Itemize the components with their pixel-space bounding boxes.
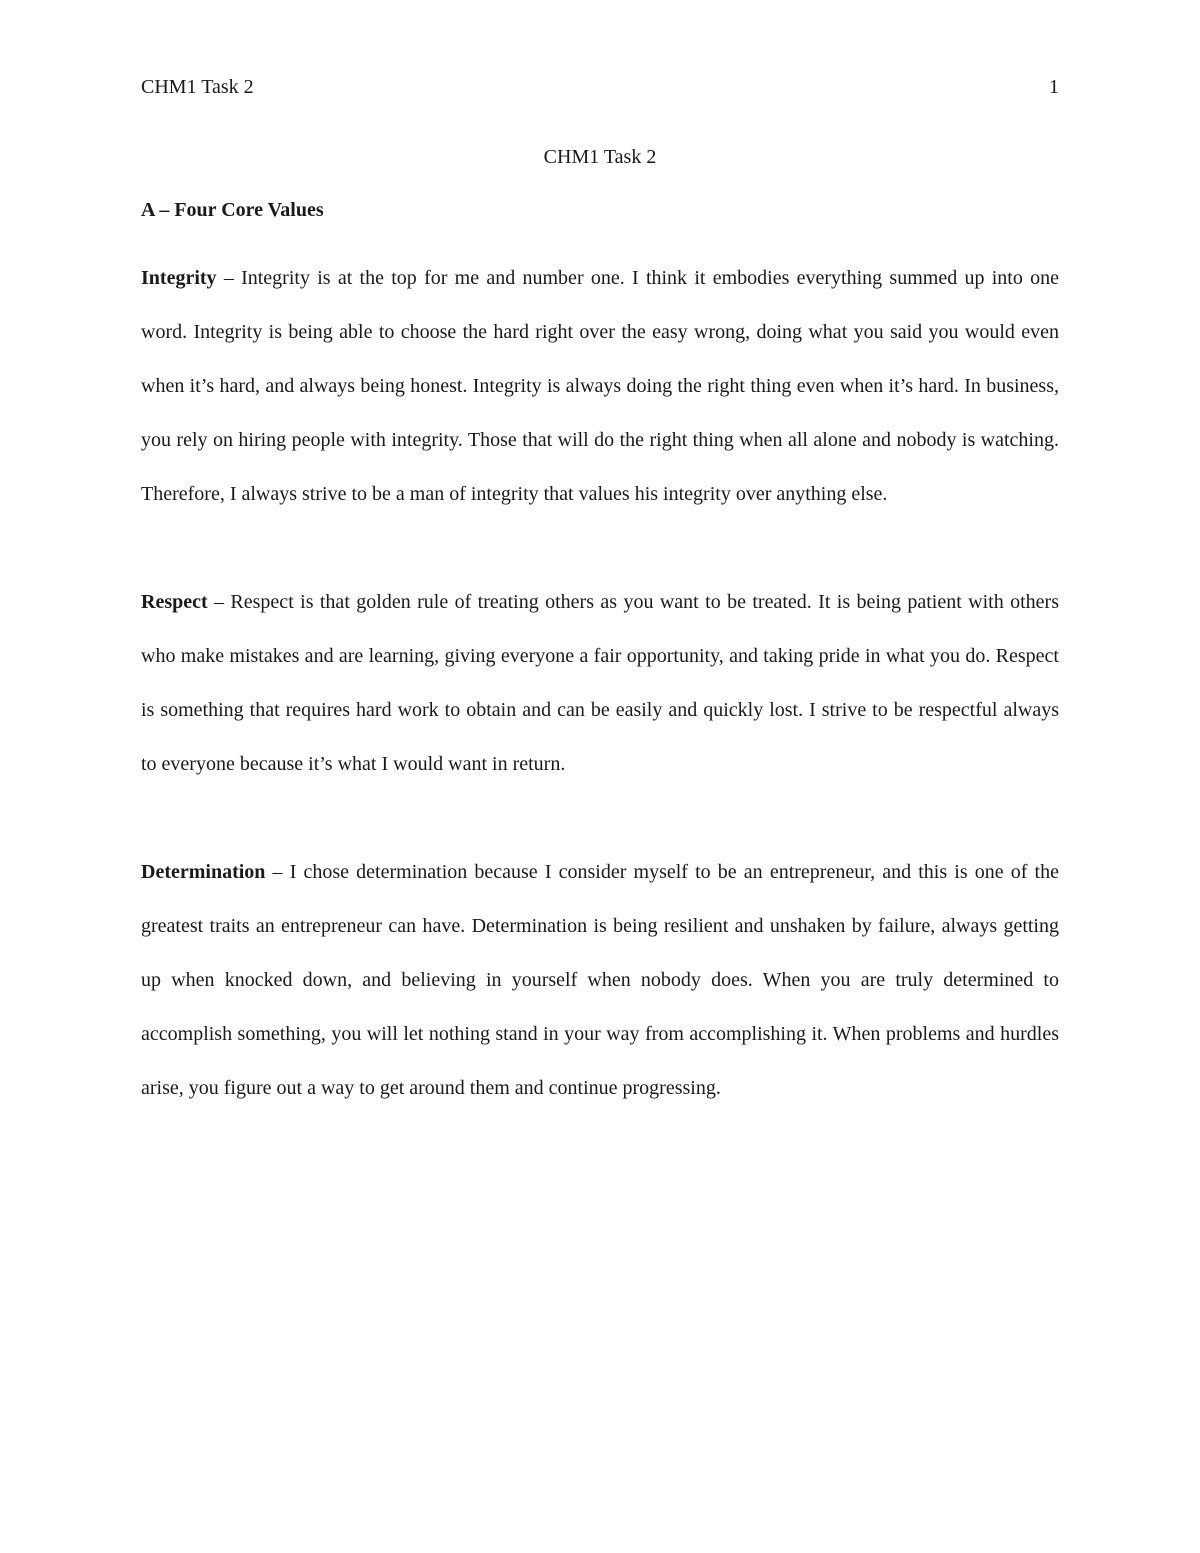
paragraph-integrity [141, 251, 1059, 521]
page-number: 1 [1049, 76, 1059, 98]
paragraph-text: – I chose determination because I consider myself to be an entrepreneur, and this is one of the greatest traits an entrepreneur can have. Determination is being resilient and unshaken by failure, always getting up when knocked down, and believing in yourself when nobody does. When you are truly determined to accomplish something, you will let nothing stand in your way from accomplishing it. When problems and hurdles arise, you figure out a way to get around them and continue progressing. [141, 861, 1059, 1099]
paragraph-respect [141, 575, 1059, 791]
paragraph-determination [141, 845, 1059, 1115]
paragraph-text: – Respect is that golden rule of treating others as you want to be treated. It is being patient with others who make mistakes and are learning, giving everyone a fair opportunity, and taking pride in what you do. Respect is something that requires hard work to obtain and can be easily and quickly lost. I strive to be respectful always to everyone because it’s what I would want in return. [141, 591, 1059, 775]
paragraph-text: – Integrity is at the top for me and number one. I think it embodies everything summed up into one word. Integrity is being able to choose the hard right over the easy wrong, doing what you said you would even when it’s hard, and always being honest. Integrity is always doing the right thing even when it’s hard. In business, you rely on hiring people with integrity. Those that will do the right thing when all alone and nobody is watching. Therefore, I always strive to be a man of integrity that values his integrity over anything else. [141, 267, 1059, 505]
paragraph-lead: Integrity [141, 267, 217, 289]
running-head: CHM1 Task 2 [141, 76, 254, 98]
document-body [141, 197, 1059, 1115]
page-header [141, 74, 1059, 100]
document-title: CHM1 Task 2 [543, 146, 657, 168]
paragraph-lead: Respect [141, 591, 208, 613]
section-heading: A – Four Core Values [141, 199, 324, 221]
paragraph-lead: Determination [141, 861, 266, 883]
